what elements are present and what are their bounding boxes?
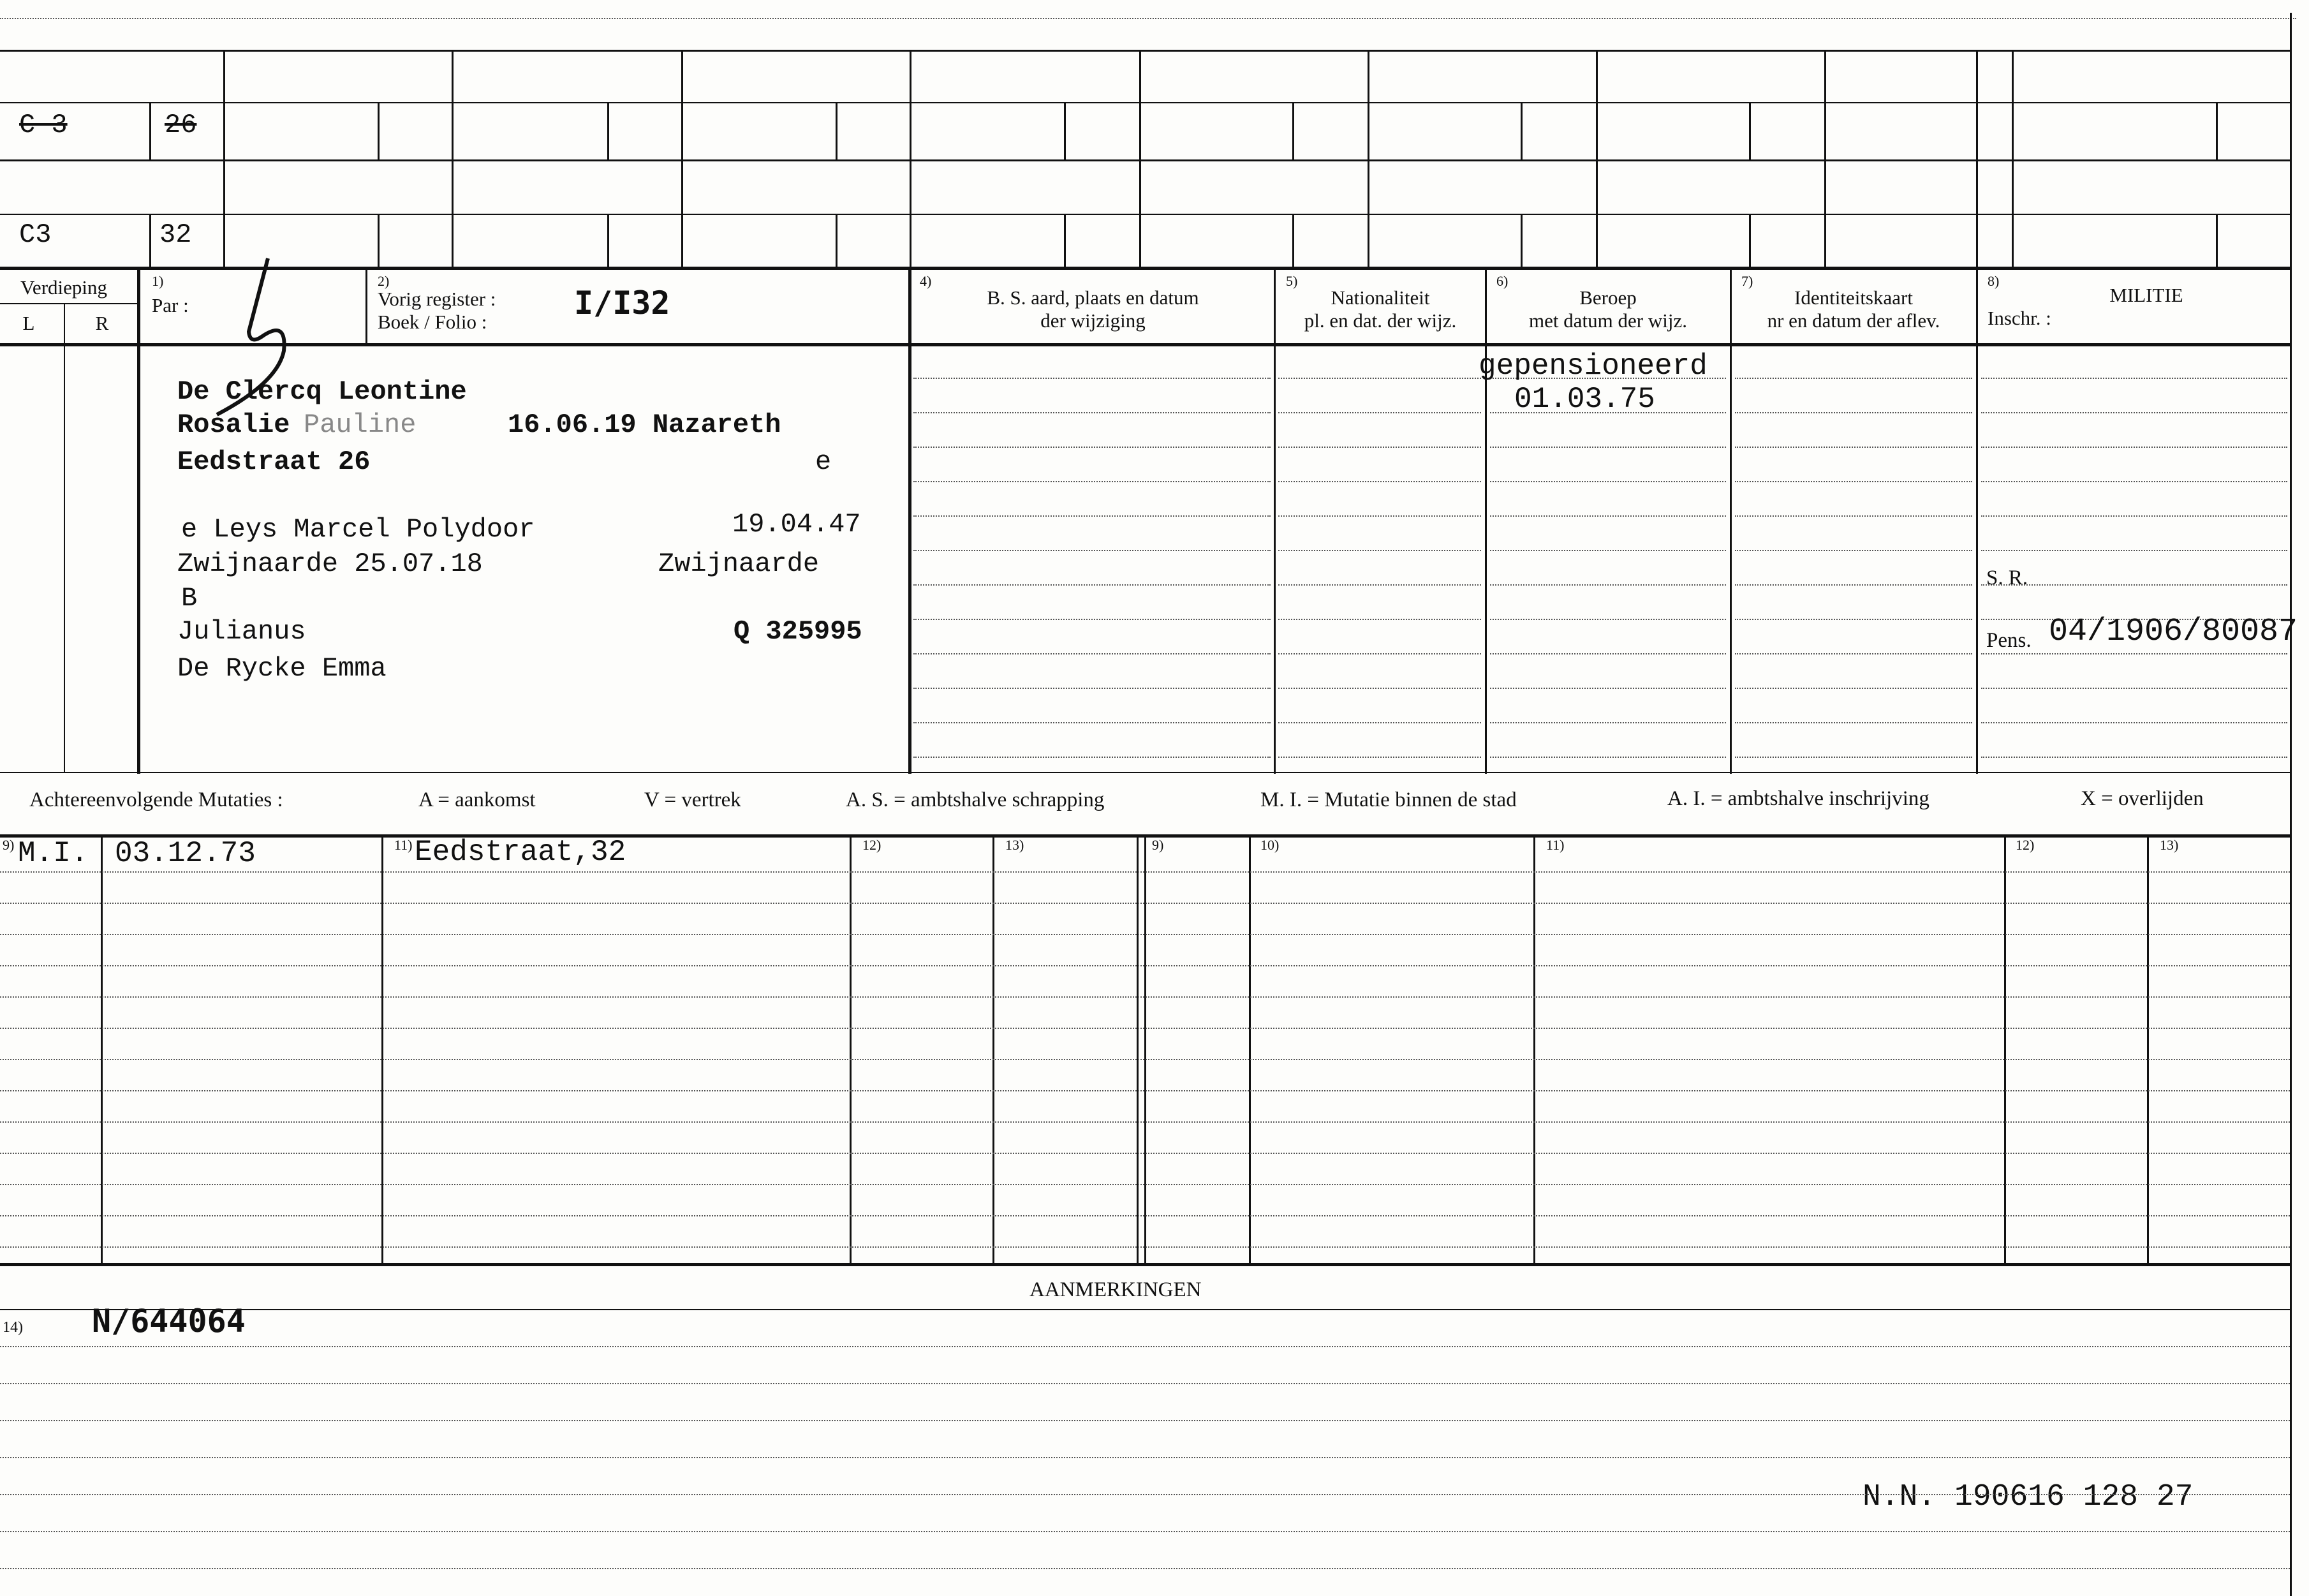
grid-subline [1292,214,1294,267]
aanmerking-value: N/644064 [92,1303,246,1340]
dotted-rule [1278,447,1481,448]
grid-subline [1749,214,1751,267]
grid-subline [149,214,151,267]
dotted-rule [913,378,1271,379]
dotted-rule [913,412,1271,413]
dotted-rule [913,688,1271,689]
dotted-rule [0,1568,2290,1569]
header-bottom-line [0,343,2290,346]
dotted-rule [1735,722,1972,723]
dotted-rule [1735,412,1972,413]
grid-vline [910,50,911,267]
grid-subline [1064,214,1066,267]
mut-col-number: 11) [1546,837,1565,853]
mut-col-number: 9) [1152,837,1164,853]
grid-subline [1749,102,1751,159]
lr-divider [64,303,65,772]
dotted-rule [1981,481,2287,482]
dotted-rule [1981,515,2287,517]
mutation-date: 03.12.73 [115,837,256,870]
dotted-rule [913,722,1271,723]
mut-vline [992,834,994,1263]
mutaties-bottom-line [0,1263,2290,1266]
top-grid-line [0,214,2290,215]
grid-subline [1521,102,1523,159]
dotted-rule [1735,653,1972,654]
dotted-rule [1278,619,1481,620]
field-number: 7) [1741,273,1753,289]
top-grid-line [0,50,2290,52]
verdieping-label: Verdieping [20,276,108,299]
mut-col-number: 12) [2016,837,2035,853]
dotted-rule [1490,757,1726,758]
grid-subline [836,214,837,267]
dotted-rule [1278,550,1481,551]
dotted-rule [0,1153,2290,1154]
dotted-rule [0,1383,2290,1384]
dotted-rule [1735,757,1972,758]
header-vline [365,267,367,343]
dotted-rule [0,934,2290,935]
dotted-rule [0,1184,2290,1185]
dotted-rule [0,1028,2290,1029]
field-number: 8) [1988,273,2000,289]
grid-subline [149,102,151,159]
spouse-birth: Zwijnaarde 25.07.18 [177,549,483,579]
national-number: N.N. 190616 128 27 [1863,1480,2194,1514]
grid-vline [2012,50,2014,267]
mut-col-number: 13) [2160,837,2179,853]
grid-vline [1976,50,1978,267]
dotted-rule [1735,619,1972,620]
legend-aankomst: A = aankomst [418,788,536,811]
header-vline [908,267,911,774]
top-grid-line [0,159,2290,161]
mut-col-number: 11) [394,837,413,853]
dotted-rule [1981,653,2287,654]
spouse-mark: B [181,583,198,614]
mut-vline [1144,834,1146,1263]
mutation-type: M.I. [18,837,89,870]
dotted-rule [0,1059,2290,1060]
field-number: 14) [3,1319,23,1336]
right-label: R [95,312,109,334]
dotted-rule [1981,378,2287,379]
militie-header: MILITIE [2109,284,2183,306]
vorig-register-label: Vorig register : [378,288,496,310]
grid-subline [1064,102,1066,159]
dotted-rule [1981,447,2287,448]
grid-subline [836,102,837,159]
dotted-rule [0,1494,2290,1495]
beroep-header: Beroep [1579,286,1637,309]
mut-vline [101,834,103,1263]
dotted-rule [1735,584,1972,586]
legend-overlijden: X = overlijden [2081,787,2204,810]
body-bottom-line [0,772,2290,773]
legend-ambtshalve-inschrijving: A. I. = ambtshalve inschrijving [1667,787,1929,810]
dotted-rule [0,965,2290,966]
pens-label: Pens. [1986,629,2032,652]
header-top-line [0,267,2290,270]
dotted-rule [1278,757,1481,758]
grid-subline [2216,102,2218,159]
dotted-rule [1981,722,2287,723]
grid-vline [1368,50,1369,267]
field-number: 4) [920,273,932,289]
dotted-rule [1490,619,1726,620]
grid-vline [223,50,225,267]
dotted-rule [0,996,2290,998]
header-vline [137,267,140,774]
mut-col-number: 9) [3,837,15,853]
person-address: Eedstraat 26 [177,447,371,477]
spouse-place: Zwijnaarde [658,549,820,579]
mut-vline [2004,834,2006,1263]
person-mark: e [815,447,832,477]
spouse-date: 19.04.47 [732,509,861,540]
dotted-rule [1278,412,1481,413]
mut-vline [1533,834,1535,1263]
boek-folio-label: Boek / Folio : [378,311,487,333]
left-label: L [22,312,35,334]
header-subline [0,303,137,304]
dotted-rule [913,757,1271,758]
dotted-rule [1490,515,1726,517]
grid-subline [378,102,380,159]
dotted-rule [1278,378,1481,379]
grid-vline [681,50,683,267]
grid-subline [378,214,380,267]
right-edge-line [2290,13,2292,1596]
aanmerkingen-line [0,1309,2290,1310]
grid-subline [607,102,609,159]
dotted-rule [1981,412,2287,413]
dotted-rule [913,653,1271,654]
current-number: 32 [159,219,192,250]
pens-value: 04/1906/80087 [2049,614,2298,650]
dotted-rule [913,515,1271,517]
inschrijving-label: Inschr. : [1988,307,2051,329]
dotted-rule [913,447,1271,448]
dotted-rule [1278,481,1481,482]
current-code: C3 [19,219,52,250]
mutation-address: Eedstraat,32 [415,836,626,869]
identiteitskaart-header: Identiteitskaart [1794,286,1913,309]
dotted-rule [0,1090,2290,1091]
grid-subline [607,214,609,267]
bs-header-line2: der wijziging [1040,309,1146,332]
dotted-rule [1490,722,1726,723]
dotted-rule [0,1121,2290,1123]
header-vline [1485,267,1487,774]
grid-vline [1824,50,1826,267]
top-border [0,18,2296,19]
field-number: 6) [1496,273,1509,289]
dotted-rule [0,1420,2290,1421]
dotted-rule [1981,550,2287,551]
grid-vline [1596,50,1598,267]
dotted-rule [1735,378,1972,379]
dotted-rule [913,481,1271,482]
dotted-rule [913,619,1271,620]
grid-vline [1139,50,1141,267]
mut-vline [1137,834,1139,1263]
grid-vline [452,50,454,267]
dotted-rule [1981,688,2287,689]
header-vline [1730,267,1732,774]
nationaliteit-header: Nationaliteit [1331,286,1430,309]
field-number: 2) [378,273,390,289]
dotted-rule [1278,653,1481,654]
spouse-mother: De Rycke Emma [177,653,387,684]
spouse-code: Q 325995 [734,616,862,647]
mut-vline [2147,834,2149,1263]
dotted-rule [1490,447,1726,448]
dotted-rule [1735,515,1972,517]
person-name: De Clercq Leontine [177,376,467,407]
dotted-rule [1278,584,1481,586]
dotted-rule [1490,550,1726,551]
dotted-rule [1490,688,1726,689]
mut-vline [850,834,852,1263]
dotted-rule [0,1531,2290,1532]
mut-vline [1249,834,1251,1263]
sr-label: S. R. [1986,566,2028,589]
nationaliteit-header-line2: pl. en dat. der wijz. [1304,309,1457,332]
person-birth: 16.06.19 Nazareth [508,410,781,440]
dotted-rule [0,1346,2290,1347]
field-number: 1) [152,273,164,289]
grid-subline [1292,102,1294,159]
dotted-rule [1278,722,1481,723]
dotted-rule [0,871,2290,873]
field-number: 5) [1286,273,1298,289]
mut-col-number: 12) [862,837,882,853]
header-vline [1976,267,1978,774]
person-first-names: Rosalie [177,410,290,440]
dotted-rule [0,1457,2290,1458]
top-grid-line [0,102,2290,103]
bs-header: B. S. aard, plaats en datum [987,286,1199,309]
dotted-rule [1278,688,1481,689]
dotted-rule [1490,584,1726,586]
dotted-rule [0,1215,2290,1216]
beroep-header-line2: met datum der wijz. [1529,309,1687,332]
legend-vertrek: V = vertrek [644,788,741,811]
dotted-rule [1490,481,1726,482]
par-label: Par : [152,294,189,316]
beroep-value: gepensioneerd [1479,350,1708,383]
mut-vline [381,834,383,1263]
dotted-rule [913,584,1271,586]
legend-ambtshalve-schrapping: A. S. = ambtshalve schrapping [846,788,1105,811]
old-number: 26 [165,110,197,140]
mutaties-title: Achtereenvolgende Mutaties : [29,788,283,811]
old-code: C 3 [19,110,68,140]
dotted-rule [0,1246,2290,1248]
person-faded-name: Pauline [304,410,417,440]
dotted-rule [1735,688,1972,689]
header-vline [1274,267,1276,774]
spouse-father: Julianus [177,616,306,647]
mut-col-number: 10) [1260,837,1280,853]
grid-subline [1521,214,1523,267]
dotted-rule [1735,447,1972,448]
identiteitskaart-header-line2: nr en datum der aflev. [1767,309,1940,332]
dotted-rule [1981,757,2287,758]
mut-col-number: 13) [1005,837,1024,853]
grid-subline [2216,214,2218,267]
beroep-date: 01.03.75 [1514,383,1655,416]
dotted-rule [1490,653,1726,654]
legend-mutatie-binnen: M. I. = Mutatie binnen de stad [1260,788,1517,811]
vorig-register-value: I/I32 [574,284,670,321]
dotted-rule [0,903,2290,904]
aanmerkingen-title: AANMERKINGEN [1029,1278,1202,1301]
dotted-rule [1278,515,1481,517]
dotted-rule [913,550,1271,551]
dotted-rule [1735,550,1972,551]
dotted-rule [1735,481,1972,482]
spouse-name: e Leys Marcel Polydoor [181,514,535,545]
